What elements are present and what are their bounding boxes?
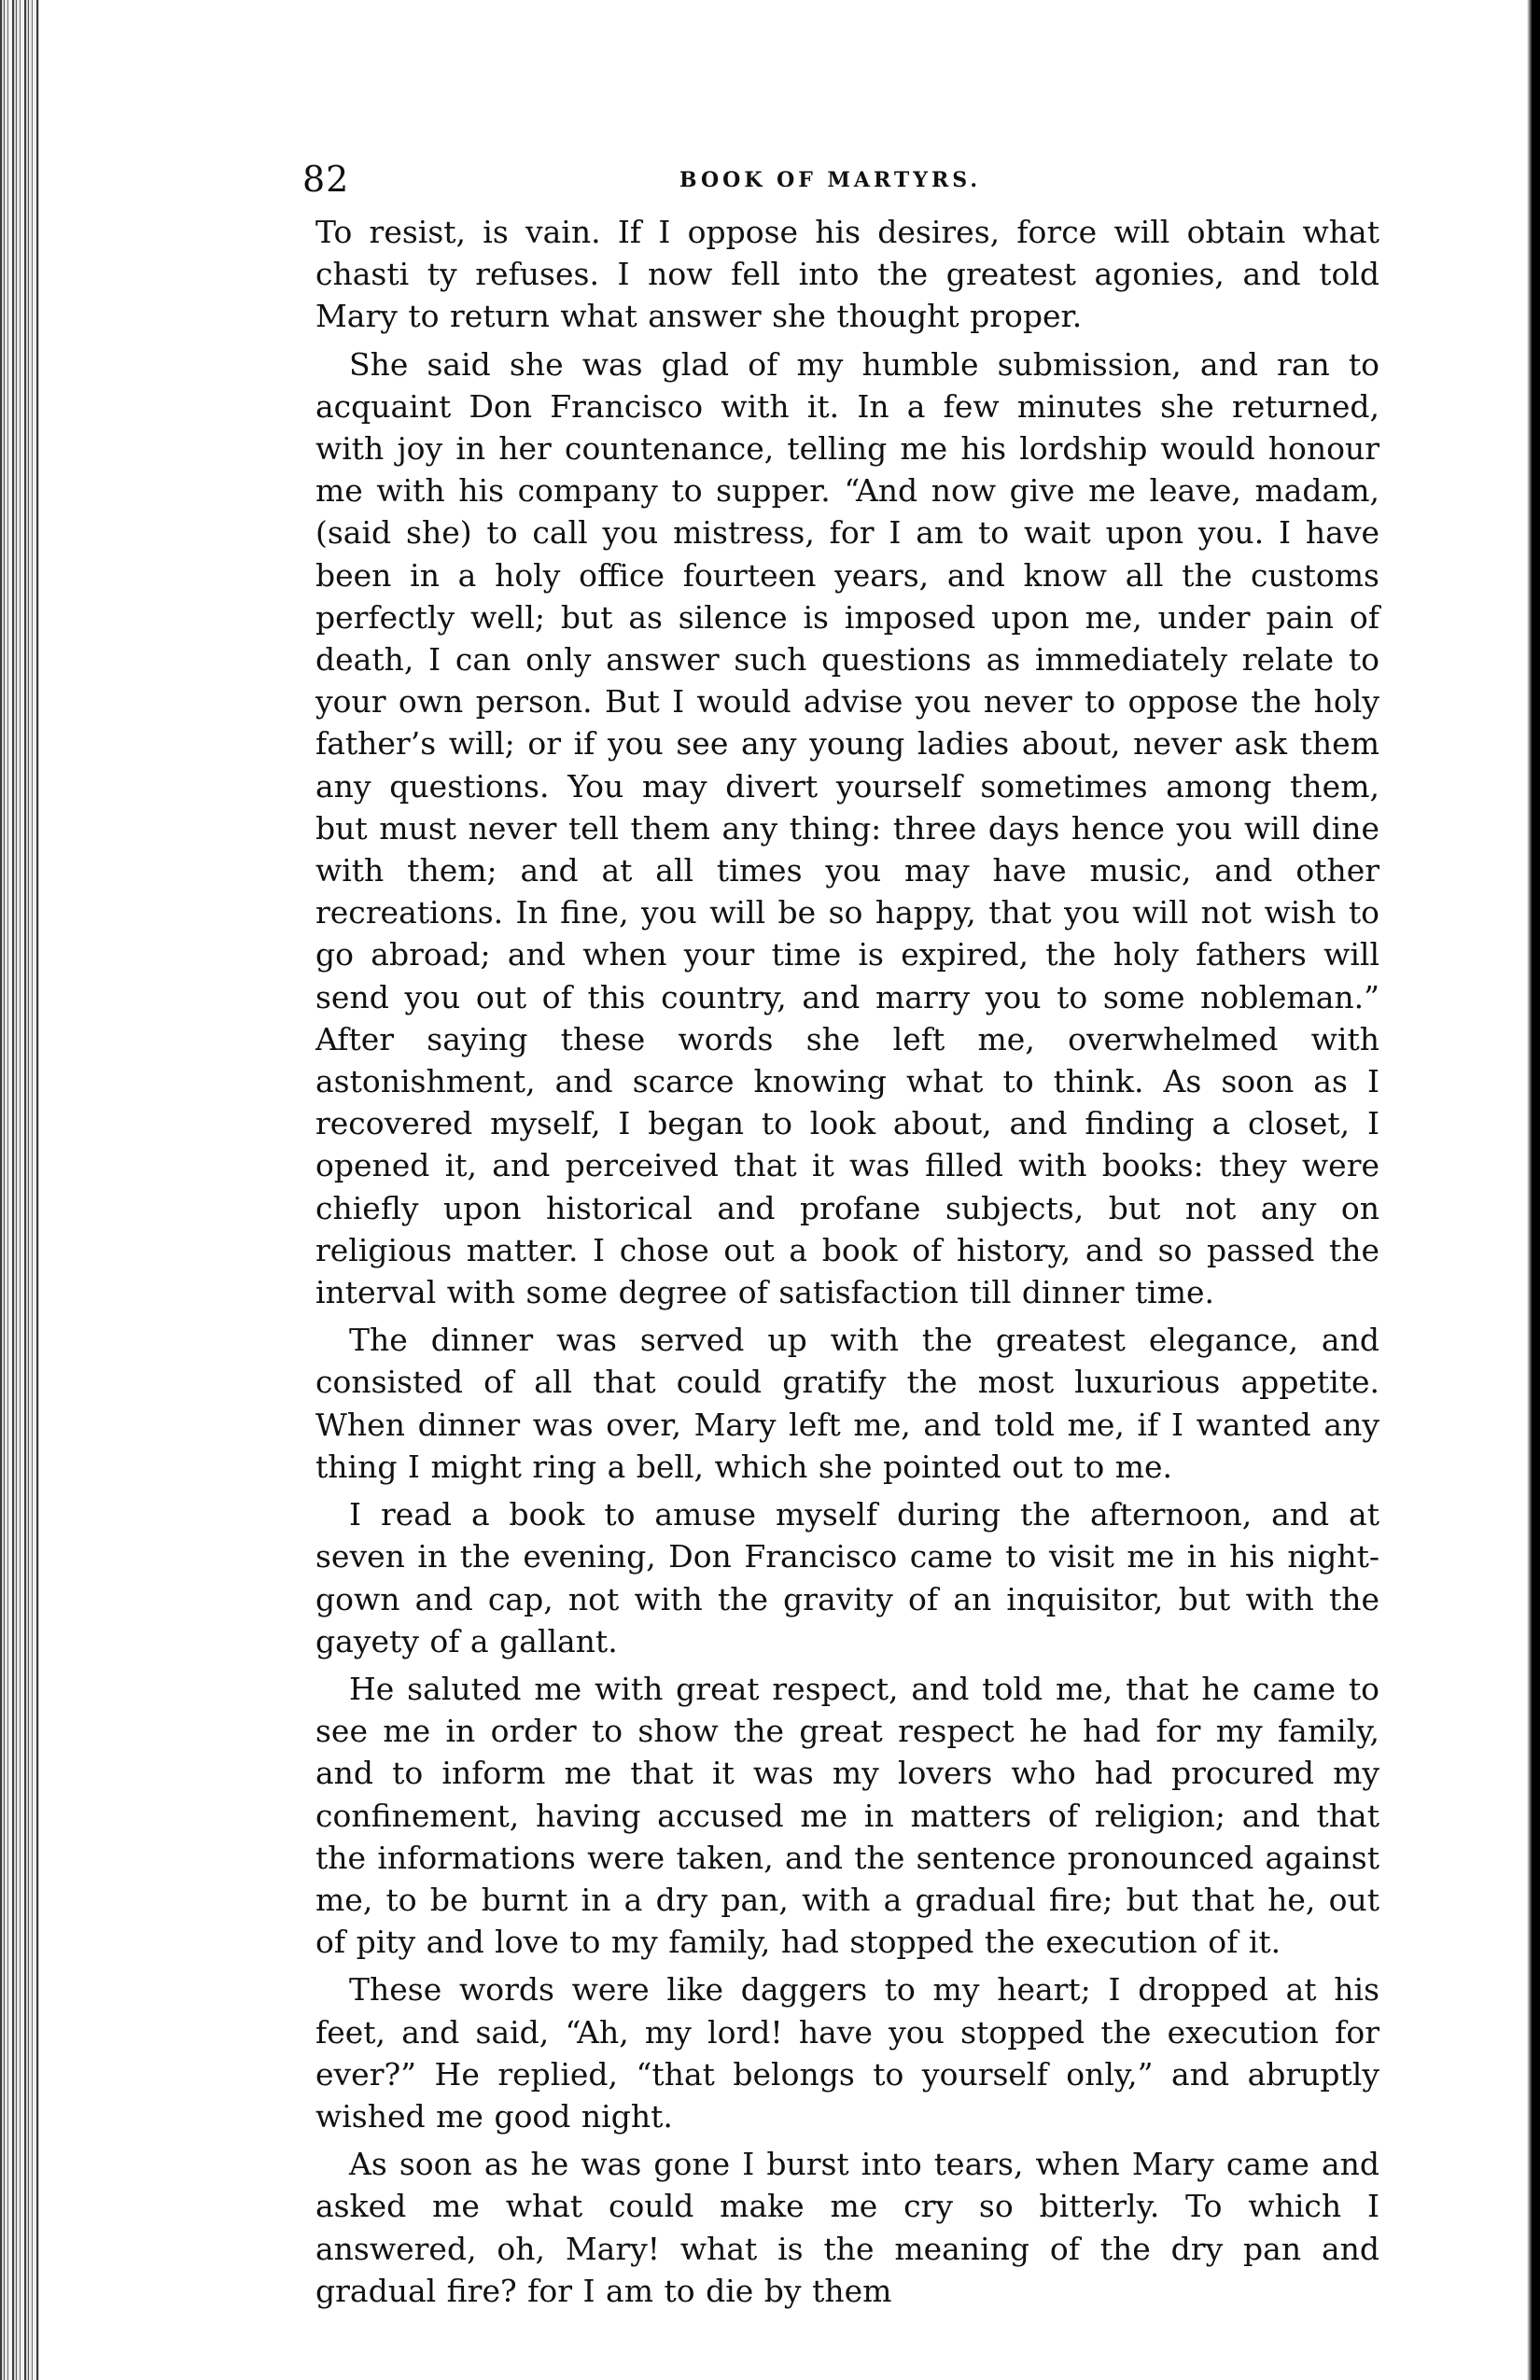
paragraph: She said she was glad of my humble submission, and ran to acquaint Don Francisco with it. In a few minutes she returned, with joy in her countenance, telling me his lordship would honour me with his company to supper. “And now give me leave, madam, (said she) to call you mistress, for I am to wait upon you. I have been in a holy office fourteen years, and know all the customs perfectly well; but as silence is imposed upon me, under pain of death, I can only answer such questions as immediately relate to your own person. But I would advise you never to oppose the holy father’s will; or if you see any young ladies about, never ask them any questions. You may divert yourself sometimes among them, but must never tell them any thing: three days hence you will dine with them; and at all times you may have music, and other recreations. In fine, you will be so happy, that you will not wish to go abroad; and when your time is expired, the holy fathers will send you out of this country, and marry you to some nobleman.” After saying these words she left me, overwhelmed with astonishment, and scarce knowing what to think. As soon as I recovered myself, I began to look about, and finding a closet, I opened it, and perceived that it was filled with books: they were chiefly upon historical and profane subjects, but not any on religious matter. I chose out a book of history, and so passed the interval with some degree of satisfaction till dinner time. bbox=[315, 345, 1379, 1311]
running-head: BOOK OF MARTYRS. bbox=[679, 168, 981, 192]
paragraph: The dinner was served up with the greatest elegance, and consisted of all that could gratify the most luxurious appetite. When dinner was over, Mary left me, and told me, if I wanted any thing I might ring a bell, which she pointed out to me. bbox=[315, 1322, 1379, 1485]
page-header bbox=[302, 159, 1379, 205]
paragraph: He saluted me with great respect, and told me, that he came to see me in order to show the great respect he had for my family, and to inform me that it was my lovers who had procured my confinement, having accused me in matters of religion; and that the informations were taken, and the sentence pronounced against me, to be burnt in a dry pan, with a gradual fire; but that he, out of pity and love to my family, had stopped the execution of it. bbox=[315, 1670, 1379, 1961]
paragraph: To resist, is vain. If I oppose his desires, force will obtain what chasti ty refuses. I now fell into the greatest agonies, and told Mary to return what answer she thought proper. bbox=[315, 214, 1379, 335]
body-text bbox=[315, 211, 1379, 2312]
paragraph: These words were like daggers to my heart; I dropped at his feet, and said, “Ah, my lord! have you stopped the execution for ever?” He replied, “that belongs to yourself only,” and abruptly wished me good night. bbox=[315, 1971, 1379, 2135]
scan-edge-right bbox=[1527, 0, 1540, 2380]
scan-edge-left bbox=[0, 0, 39, 2380]
paragraph: As soon as he was gone I burst into tears, when Mary came and asked me what could make me cry so bitterly. To which I answered, oh, Mary! what is the meaning of the dry pan and gradual fire? for I am to die by them bbox=[315, 2146, 1379, 2309]
page-number: 82 bbox=[302, 159, 350, 200]
book-page bbox=[302, 159, 1379, 2317]
paragraph: I read a book to amuse myself during the afternoon, and at seven in the evening, Don Francisco came to visit me in his night-gown and cap, not with the gravity of an inquisitor, but with the gayety of a gallant. bbox=[315, 1496, 1379, 1659]
